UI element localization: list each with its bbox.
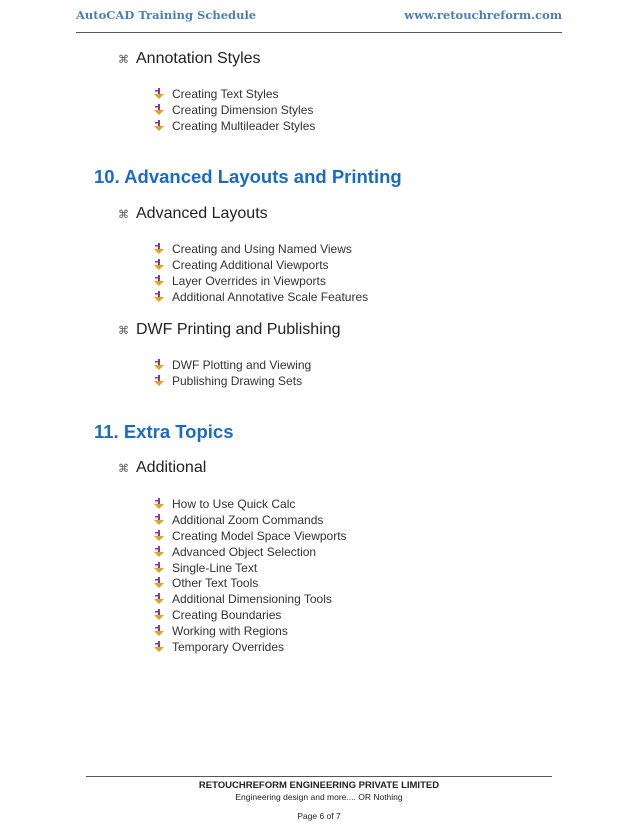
- list-item: [153, 102, 313, 118]
- page-number: Page 6 of 7: [297, 811, 341, 821]
- square-bullet-icon: ⌘: [118, 208, 129, 221]
- section-heading-10: 10. Advanced Layouts and Printing: [94, 166, 402, 187]
- down-arrow-icon: [153, 243, 172, 255]
- list-item-label: Creating Model Space Viewports: [172, 529, 347, 543]
- down-arrow-icon: [153, 88, 172, 100]
- down-arrow-icon: [153, 514, 172, 526]
- footer-company: RETOUCHREFORM ENGINEERING PRIVATE LIMITED: [198, 780, 440, 791]
- footer-divider: [86, 776, 552, 777]
- header-website[interactable]: www.retouchreform.com: [404, 8, 562, 22]
- list-item-label: Temporary Overrides: [172, 640, 285, 654]
- section-heading-11: 11. Extra Topics: [94, 421, 234, 442]
- list-item: [153, 118, 315, 134]
- list-item: [153, 86, 279, 102]
- down-arrow-icon: [153, 562, 172, 574]
- list-item: [153, 512, 323, 528]
- list-item-label: Creating Dimension Styles: [172, 103, 314, 117]
- header-title: AutoCAD Training Schedule: [76, 8, 257, 22]
- header-divider: [76, 32, 562, 33]
- list-item-label: Additional Annotative Scale Features: [172, 290, 369, 304]
- list-item: [153, 257, 329, 273]
- down-arrow-icon: [153, 498, 172, 510]
- down-arrow-icon: [153, 359, 172, 371]
- topic-label: DWF Printing and Publishing: [136, 321, 341, 338]
- square-bullet-icon: ⌘: [118, 324, 129, 337]
- list-item: [153, 591, 332, 607]
- list-item-label: Publishing Drawing Sets: [172, 374, 303, 388]
- square-bullet-icon: ⌘: [118, 462, 129, 475]
- list-item: [153, 623, 288, 639]
- down-arrow-icon: [153, 593, 172, 605]
- list-item: [153, 560, 257, 576]
- topic-advanced-layouts: [118, 205, 268, 223]
- list-item-label: How to Use Quick Calc: [172, 497, 296, 511]
- topic-label: Annotation Styles: [136, 50, 261, 67]
- list-item: [153, 639, 284, 655]
- square-bullet-icon: ⌘: [118, 53, 129, 66]
- down-arrow-icon: [153, 625, 172, 637]
- list-item-label: Additional Zoom Commands: [172, 513, 324, 527]
- list-item: [153, 241, 352, 257]
- list-item-label: Additional Dimensioning Tools: [172, 592, 332, 606]
- down-arrow-icon: [153, 530, 172, 542]
- down-arrow-icon: [153, 375, 172, 387]
- list-item-label: Creating Text Styles: [172, 87, 279, 101]
- list-item-label: Working with Regions: [172, 624, 288, 638]
- down-arrow-icon: [153, 275, 172, 287]
- list-item-label: Creating Multileader Styles: [172, 119, 316, 133]
- topic-label: Additional: [136, 459, 207, 476]
- list-item-label: DWF Plotting and Viewing: [172, 358, 312, 372]
- list-item: [153, 544, 316, 560]
- down-arrow-icon: [153, 546, 172, 558]
- topic-additional: [118, 459, 206, 477]
- list-item: [153, 273, 326, 289]
- list-item-label: Single-Line Text: [172, 561, 258, 575]
- list-item: [153, 496, 295, 512]
- down-arrow-icon: [153, 291, 172, 303]
- down-arrow-icon: [153, 641, 172, 653]
- list-item: [153, 357, 311, 373]
- topic-dwf-printing: [118, 321, 341, 339]
- list-item: [153, 528, 347, 544]
- list-item-label: Creating Boundaries: [172, 608, 282, 622]
- down-arrow-icon: [153, 104, 172, 116]
- down-arrow-icon: [153, 120, 172, 132]
- list-item: [153, 373, 302, 389]
- topic-annotation-styles: [118, 50, 261, 68]
- list-item-label: Creating Additional Viewports: [172, 258, 329, 272]
- list-item-label: Creating and Using Named Views: [172, 242, 352, 256]
- topic-label: Advanced Layouts: [136, 205, 268, 222]
- down-arrow-icon: [153, 609, 172, 621]
- list-item-label: Layer Overrides in Viewports: [172, 274, 326, 288]
- list-item-label: Advanced Object Selection: [172, 545, 317, 559]
- footer-tagline: Engineering design and more.... OR Nothing: [235, 792, 403, 802]
- list-item-label: Other Text Tools: [172, 576, 259, 590]
- list-item: [153, 575, 258, 591]
- list-item: [153, 289, 368, 305]
- down-arrow-icon: [153, 577, 172, 589]
- list-item: [153, 607, 281, 623]
- down-arrow-icon: [153, 259, 172, 271]
